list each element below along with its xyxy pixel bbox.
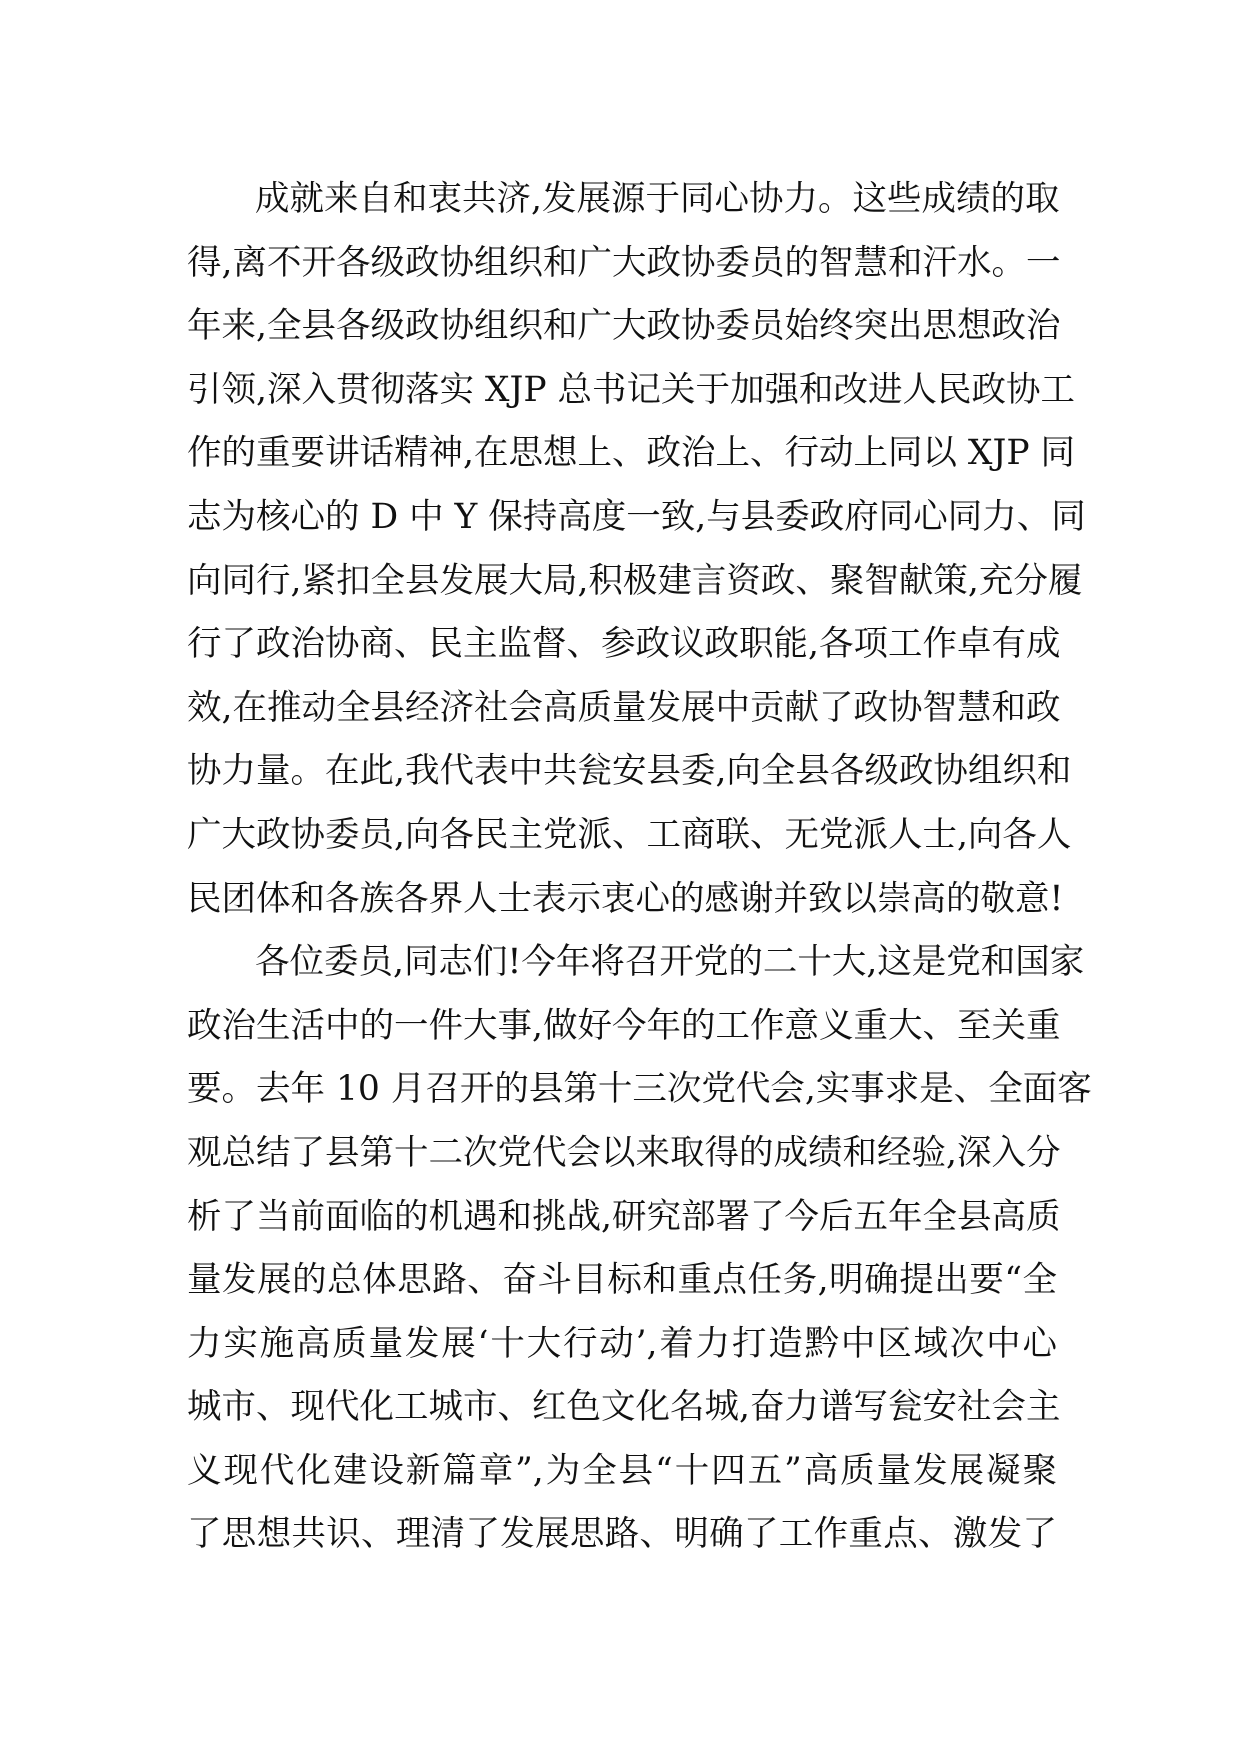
text-line: 了思想共识、理清了发展思路、明确了工作重点、激发了 [187,1514,1057,1555]
text-line: 各位委员,同志们!今年将召开党的二十大,这是党和国家 [255,942,1085,983]
text-line: 观总结了县第十二次党代会以来取得的成绩和经验,深入分 [187,1132,1061,1173]
text-line: 效,在推动全县经济社会高质量发展中贡献了政协智慧和政 [187,687,1061,728]
text-line: 要。去年 10 月召开的县第十三次党代会,实事求是、全面客 [187,1069,1092,1110]
text-line: 行了政治协商、民主监督、参政议政职能,各项工作卓有成 [187,624,1061,665]
text-line: 引领,深入贯彻落实 XJP 总书记关于加强和改进人民政协工 [187,369,1076,410]
text-line: 义现代化建设新篇章”,为全县“十四五”高质量发展凝聚 [187,1450,1057,1491]
paragraph-1 [187,168,1086,931]
text-line: 得,离不开各级政协组织和广大政协委员的智慧和汗水。一 [187,242,1061,283]
text-line: 量发展的总体思路、奋斗目标和重点任务,明确提出要“全 [187,1260,1057,1301]
text-line: 力实施高质量发展‘十大行动’,着力打造黔中区域次中心 [187,1323,1057,1364]
text-line: 向同行,紧扣全县发展大局,积极建言资政、聚智献策,充分履 [187,560,1083,601]
text-line: 民团体和各族各界人士表示衷心的感谢并致以崇高的敬意! [187,878,1064,919]
text-line: 城市、现代化工城市、红色文化名城,奋力谱写瓮安社会主 [187,1387,1061,1428]
text-line: 政治生活中的一件大事,做好今年的工作意义重大、至关重 [187,1005,1061,1046]
text-line: 析了当前面临的机遇和挑战,研究部署了今后五年全县高质 [187,1196,1061,1237]
text-line: 协力量。在此,我代表中共瓮安县委,向全县各级政协组织和 [187,751,1072,792]
document-body [187,168,1092,1567]
paragraph-2 [187,931,1092,1567]
text-line: 作的重要讲话精神,在思想上、政治上、行动上同以 XJP 同 [187,433,1076,474]
text-line: 年来,全县各级政协组织和广大政协委员始终突出思想政治 [187,306,1061,347]
text-line: 志为核心的 D 中 Y 保持高度一致,与县委政府同心同力、同 [187,496,1086,537]
text-line: 广大政协委员,向各民主党派、工商联、无党派人士,向各人 [187,814,1072,855]
text-line: 成就来自和衷共济,发展源于同心协力。这些成绩的取 [255,179,1060,219]
